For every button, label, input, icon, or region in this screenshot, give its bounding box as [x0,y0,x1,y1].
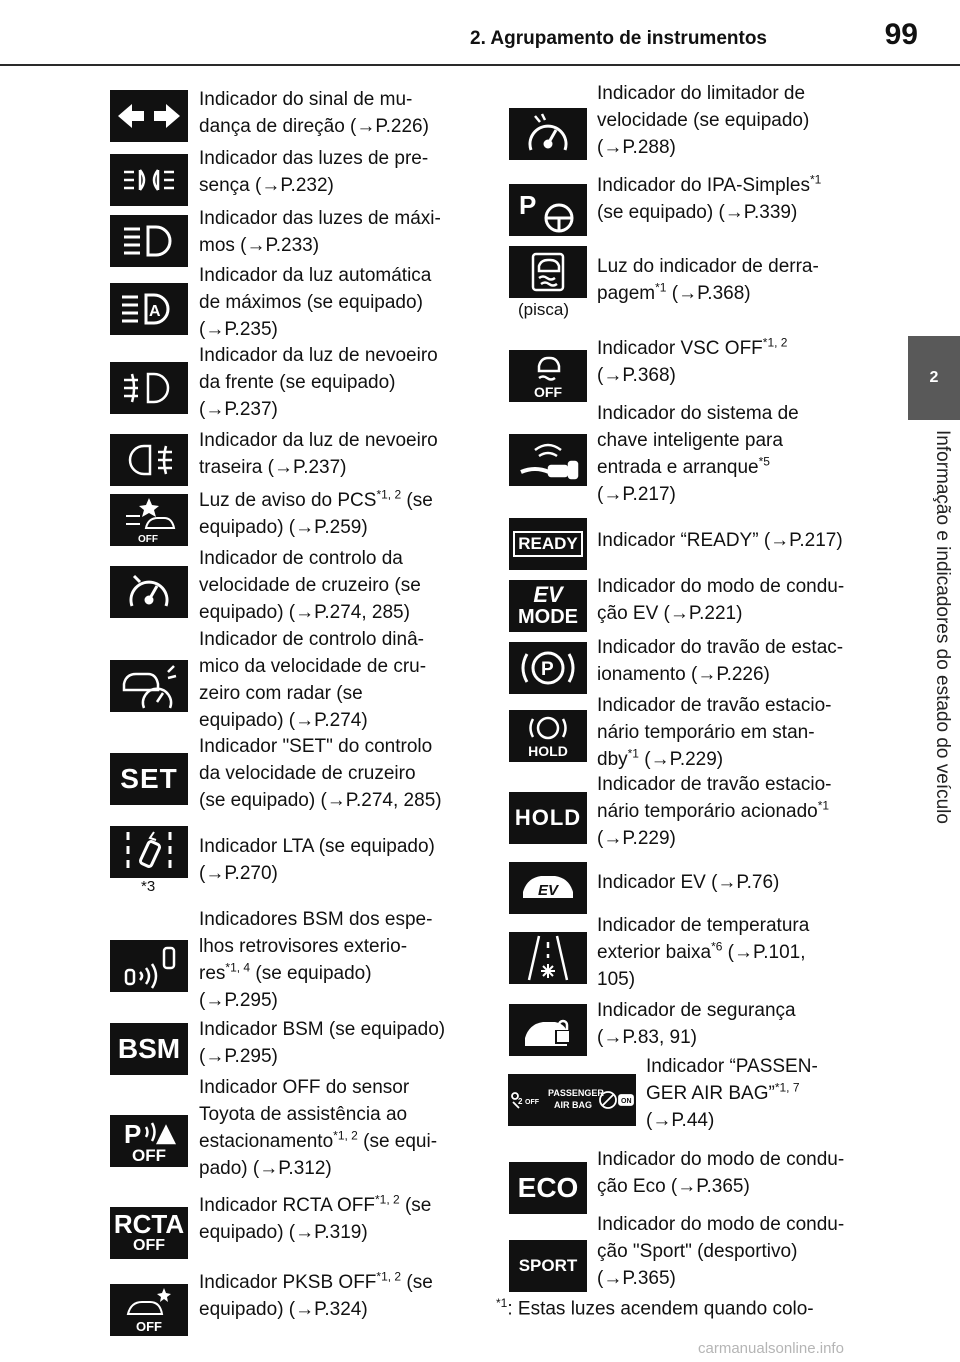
footnote-reference: *1, 4 [225,960,251,975]
description-text: Indicador LTA (se equipado) [199,836,435,857]
pksb-off-icon [110,1284,188,1336]
description-text: Indicador EV ( [597,872,718,893]
reference-arrow: → [650,749,670,770]
footnote-reference: *1, 2 [376,487,402,502]
ipa-icon-letter: P [519,190,537,220]
parking-sensor-off-icon [110,1115,188,1167]
description-text: (se [401,1272,433,1293]
sport-mode-icon [509,1240,587,1292]
footnote-reference: *1, 2 [376,1269,402,1284]
svg-text:A: A [149,303,161,320]
front-fog-light-icon [110,362,188,414]
airbag-passenger-text: PASSENGER [548,1088,604,1098]
vsc-off-label: OFF [534,384,562,400]
indicator-description [597,1211,867,1292]
description-text: Luz do indicador de derra- [597,256,819,277]
description-text: exterior baixa [597,942,712,963]
indicator-description [199,427,469,481]
description-text: nário temporário acionado [597,801,818,822]
header-divider [0,64,960,66]
description-text: Indicador "SET" do controlo [199,736,433,757]
reference-arrow: → [326,790,346,811]
description-text: ção EV ( [597,603,670,624]
description-text: sença ( [199,175,262,196]
rcta-icon-label: RCTA [113,1209,185,1239]
airbag-seat-number: 2 [518,1097,523,1106]
slip-indicator-icon [509,246,587,298]
description-text: Indicador de travão estacio- [597,695,832,716]
indicator-description [199,1074,469,1182]
reference-arrow: → [205,319,225,340]
description-text: equipado) ( [199,1299,296,1320]
description-text: ( [199,990,206,1011]
indicator-description [597,400,867,508]
indicator-description [199,733,469,814]
description-text: (se equipado) [250,963,372,984]
reference-arrow: → [603,365,623,386]
description-text: P.295) [224,990,278,1011]
lta-footnote-marker: *3 [141,878,156,895]
description-text: GER AIR BAG” [646,1083,775,1104]
indicator-description [199,205,469,259]
indicator-description [597,869,867,896]
description-text: P.226) [375,116,429,137]
passenger-airbag-icon [508,1074,636,1126]
vsc-off-icon [509,350,587,402]
indicator-description [199,906,469,1014]
indicator-description [597,335,867,389]
description-text: P.259) [314,517,368,538]
description-text: Indicador PKSB OFF [199,1272,377,1293]
description-text: velocidade de cruzeiro (se [199,575,421,596]
reference-arrow: → [734,942,754,963]
description-text: Luz de aviso do PCS [199,490,377,511]
footnote-reference: *1 [655,280,667,295]
description-text: pado) ( [199,1158,260,1179]
description-text: mico da velocidade de cru- [199,656,427,677]
description-text: chave inteligente para [597,430,783,451]
description-text: P.237) [224,399,278,420]
description-text: Indicador da luz de nevoeiro [199,345,438,366]
description-text: ( [597,1268,604,1289]
description-text: Indicador do modo de condu- [597,1149,845,1170]
description-text: ( [597,1027,604,1048]
reference-arrow: → [205,399,225,420]
reference-arrow: → [603,137,623,158]
indicator-description [597,912,867,993]
indicator-description [199,487,469,541]
description-text: Indicador do modo de condu- [597,1214,845,1235]
description-text: P.232) [280,175,334,196]
pksb-off-label: OFF [136,1319,162,1334]
description-text: Indicador da luz de nevoeiro [199,430,438,451]
description-text: pagem [597,283,656,304]
description-text: P.368) [622,365,676,386]
brake-hold-standby-label: HOLD [528,743,568,759]
description-text: (se [401,490,433,511]
chapter-title: Informação e indicadores do estado do veículo [932,430,953,824]
bsm-mirror-icon [110,940,188,992]
description-text: Indicador “READY” ( [597,530,771,551]
reference-arrow: → [603,1027,623,1048]
description-text: P.226) [716,664,770,685]
airbag-text: AIR BAG [554,1100,592,1110]
footnote [496,1296,814,1320]
footnote-reference: *1, 2 [374,1192,400,1207]
footnote-reference: *1 [817,798,830,813]
brake-hold-standby-icon [509,710,587,762]
blink-caption: (pisca) [518,300,570,319]
footnote-reference: *6 [711,939,723,954]
high-beam-icon [110,215,188,267]
indicator-description [597,80,867,161]
description-text: (se equipado) ( [597,202,725,223]
parking-brake-letter: P [541,659,554,680]
description-text: estacionamento [199,1131,334,1152]
ready-icon [509,518,587,570]
footnote-reference: *1, 2 [762,335,788,350]
description-text: P.229) [669,749,724,770]
reference-arrow: → [652,1110,672,1131]
description-text: Indicador das luzes de máxi- [199,208,441,229]
sport-icon-label: SPORT [518,1256,578,1275]
indicator-description [199,1016,469,1070]
indicator-description [199,262,469,343]
indicator-description [597,172,867,226]
set-icon-label: SET [120,763,178,794]
description-text: mos ( [199,235,247,256]
bsm-icon [110,1023,188,1075]
brake-hold-operated-label: HOLD [514,805,582,830]
rcta-off-label: OFF [133,1237,165,1254]
reference-arrow: → [770,530,790,551]
reference-arrow: → [603,1268,623,1289]
ev-mode-label-mode: MODE [518,606,578,628]
description-text: P.312) [278,1158,332,1179]
position-lights-icon [110,154,188,206]
description-text: Indicador de segurança [597,1000,796,1021]
indicator-description [646,1053,876,1134]
description-text: ( [199,1046,206,1067]
reference-arrow: → [295,602,315,623]
description-text: res [199,963,226,984]
description-text: equipado) ( [199,517,296,538]
description-text: Indicador do travão de estac- [597,637,844,658]
ipa-simple-icon [509,184,587,236]
description-text: ( [597,828,604,849]
description-text: P.101, [753,942,806,963]
description-text: equipado) ( [199,710,296,731]
footnote-reference: *1, 2 [333,1128,358,1143]
description-text: ionamento ( [597,664,698,685]
reference-arrow: → [295,517,315,538]
footnote-reference: *1, 7 [774,1080,800,1095]
indicator-description [199,545,469,626]
description-text: Indicador de travão estacio- [597,774,832,795]
indicator-description [199,145,469,199]
description-text: P.235) [224,319,278,340]
description-text: ( [722,942,735,963]
rcta-off-icon [110,1207,188,1259]
description-text: zeiro com radar (se [199,683,363,704]
description-text: de máximos (se equipado) [199,292,423,313]
description-text: dança de direção ( [199,116,357,137]
description-text: Indicador das luzes de pre- [199,148,429,169]
indicator-description [597,771,867,852]
description-text: (se [399,1195,432,1216]
reference-arrow: → [356,116,376,137]
description-text: equipado) ( [199,1222,296,1243]
indicator-description [597,1146,867,1200]
description-text: P.237) [292,457,347,478]
description-text: P.229) [622,828,676,849]
airbag-on-text: ON [621,1098,632,1105]
description-text: P.339) [743,202,798,223]
footnote-marker: *1 [496,1296,508,1310]
description-text: P.274) [314,710,368,731]
description-text: ção Eco ( [597,1176,678,1197]
reference-arrow: → [678,283,698,304]
svg-text:P: P [124,1119,142,1147]
indicator-description [199,342,469,423]
description-text: Indicador de controlo da [199,548,403,569]
description-text: Indicador RCTA OFF [199,1195,375,1216]
low-temperature-icon [509,932,587,984]
footnote-reference: *1 [627,746,639,761]
reference-arrow: → [205,990,225,1011]
indicator-description [199,626,469,734]
description-text: ( [199,399,206,420]
reference-arrow: → [669,603,689,624]
reference-arrow: → [261,175,281,196]
description-text: (se equipado) ( [199,790,327,811]
parking-sensor-off-label: OFF [132,1146,166,1165]
description-text: P.233) [265,235,320,256]
chapter-tab[interactable] [908,336,960,420]
ev-indicator-icon [509,862,587,914]
ev-indicator-text: EV [538,882,559,899]
indicator-description [597,692,867,773]
description-text: Indicador VSC OFF [597,338,763,359]
bsm-icon-label: BSM [117,1033,181,1064]
description-text: Indicador do sistema de [597,403,799,424]
description-text: P.274, 285) [345,790,442,811]
footnote-reference: *5 [758,454,770,469]
reference-arrow: → [273,457,293,478]
page-number: 99 [884,18,918,51]
reference-arrow: → [246,235,266,256]
description-text: da velocidade de cruzeiro [199,763,416,784]
description-text: Indicador do IPA-Simples [597,175,810,196]
description-text: entrada e arranque [597,457,759,478]
description-text: Toyota de assistência ao [199,1104,408,1125]
reference-arrow: → [295,1299,315,1320]
description-text: Indicador OFF do sensor [199,1077,410,1098]
description-text: P.221) [688,603,743,624]
speed-limiter-icon [509,108,587,160]
indicator-description [199,1192,469,1246]
description-text: Indicador do modo de condu- [597,576,845,597]
indicator-description [597,527,867,554]
indicator-description [597,997,867,1051]
reference-arrow: → [697,664,717,685]
description-text: P.44) [671,1110,715,1131]
description-text: nário temporário em stan- [597,722,815,743]
airbag-off-text: OFF [525,1099,539,1106]
description-text: ( [597,137,604,158]
cruise-control-icon [110,566,188,618]
chapter-number: 2 [929,369,939,386]
indicator-description [199,1269,469,1323]
reference-arrow: → [717,872,737,893]
auto-high-beam-icon [110,283,188,335]
description-text: Indicador “PASSEN- [646,1056,818,1077]
description-text: ção "Sport" (desportivo) [597,1241,798,1262]
ev-mode-label-ev: EV [533,582,563,607]
reference-arrow: → [724,202,744,223]
indicator-description [199,833,469,887]
parking-brake-icon [509,642,587,694]
description-text: ( [597,484,604,505]
description-text: Indicadores BSM dos espe- [199,909,433,930]
description-text: P.76) [736,872,780,893]
description-text: Indicador da luz automática [199,265,432,286]
description-text: dby [597,749,628,770]
description-text: Indicador de temperatura [597,915,810,936]
description-text: P.324) [314,1299,368,1320]
description-text: P.83, 91) [622,1027,697,1048]
ev-mode-icon [509,580,587,632]
description-text: P.274, 285) [314,602,410,623]
description-text: da frente (se equipado) [199,372,396,393]
description-text: lhos retrovisores exterio- [199,936,408,957]
description-text: P.288) [622,137,676,158]
footnote-text: : Estas luzes acendem quando colo- [507,1298,814,1320]
reference-arrow: → [677,1176,697,1197]
description-text: Indicador de controlo dinâ- [199,629,424,650]
reference-arrow: → [295,1222,315,1243]
description-text: P.295) [224,1046,278,1067]
reference-arrow: → [603,828,623,849]
description-text: (se equi- [357,1131,438,1152]
description-text: ( [638,749,651,770]
description-text: ( [666,283,679,304]
description-text: traseira ( [199,457,274,478]
description-text: P.217) [789,530,843,551]
ready-icon-label: READY [513,531,583,557]
smart-key-icon [509,434,587,486]
reference-arrow: → [205,1046,225,1067]
section-title: 2. Agrupamento de instrumentos [470,28,767,49]
reference-arrow: → [205,863,225,884]
set-icon [110,753,188,805]
pcs-off-icon [110,494,188,546]
radar-cruise-icon [110,660,188,712]
indicator-description [597,253,867,307]
lta-icon [110,826,188,878]
brake-hold-operated-icon [509,792,587,844]
description-text: ( [597,365,604,386]
reference-arrow: → [603,484,623,505]
reference-arrow: → [259,1158,279,1179]
description-text: ( [199,863,206,884]
description-text: P.368) [697,283,751,304]
footnote-reference: *1 [809,172,822,187]
description-text: P.217) [622,484,676,505]
description-text: velocidade (se equipado) [597,110,810,131]
description-text: P.365) [696,1176,750,1197]
watermark: carmanualsonline.info [698,1340,844,1357]
security-icon [509,1004,587,1056]
description-text: P.365) [622,1268,676,1289]
description-text: 105) [597,969,636,990]
indicator-description [597,573,867,627]
description-text: P.270) [224,863,278,884]
reference-arrow: → [295,710,315,731]
indicator-description [199,86,469,140]
description-text: Indicador do limitador de [597,83,806,104]
description-text: P.319) [314,1222,368,1243]
eco-mode-icon [509,1162,587,1214]
indicator-description [597,634,867,688]
svg-text:OFF: OFF [138,534,158,545]
eco-icon-label: ECO [517,1172,579,1203]
description-text: equipado) ( [199,602,296,623]
description-text: ( [646,1110,653,1131]
description-text: Indicador do sinal de mu- [199,89,413,110]
turn-signal-icon [110,90,188,142]
description-text: ( [199,319,206,340]
rear-fog-light-icon [110,434,188,486]
description-text: Indicador BSM (se equipado) [199,1019,446,1040]
